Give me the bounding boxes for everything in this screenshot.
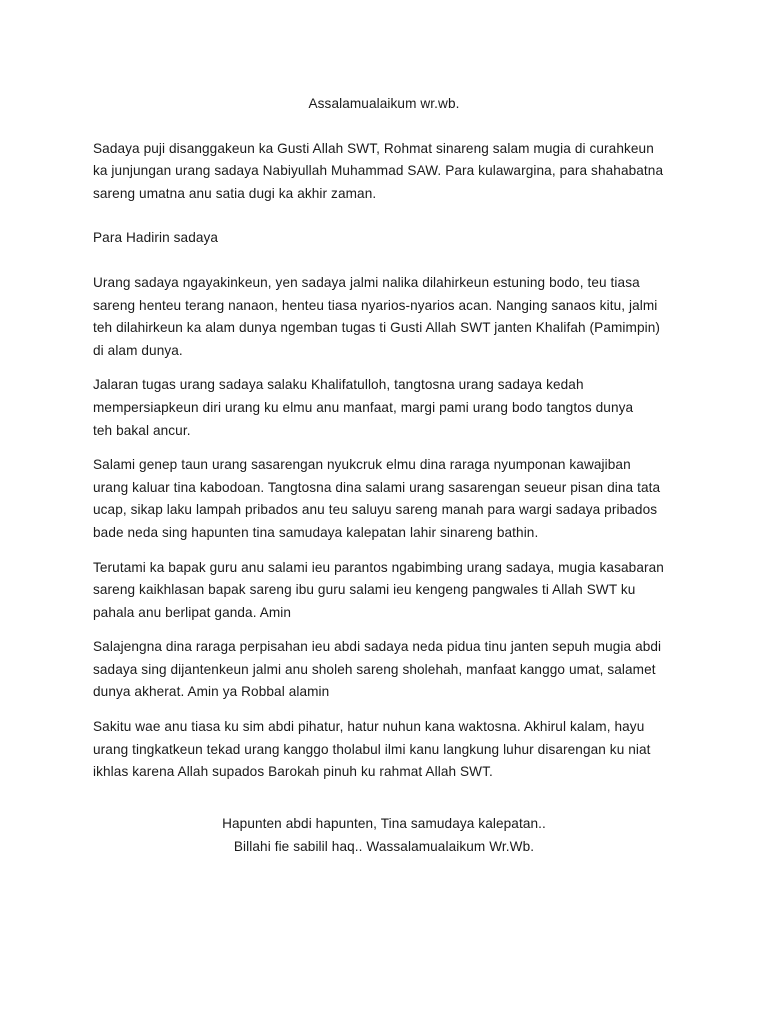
document-body	[93, 93, 677, 858]
paragraph-line: dunya akherat. Amin ya Robbal alamin	[93, 684, 330, 700]
paragraph-line: Sakitu wae anu tiasa ku sim abdi pihatur, hatur nuhun kana waktosna. Akhirul kalam, hayu	[93, 719, 645, 735]
paragraph-opening	[93, 138, 677, 206]
paragraph-address	[93, 227, 677, 250]
paragraph-line: sareng henteu terang nanaon, henteu tiasa nyarios-nyarios acan. Nanging sanaos kitu, jalmi	[93, 297, 658, 313]
paragraph-line: Para Hadirin sadaya	[93, 230, 219, 246]
paragraph-line: urang tingkatkeun tekad urang kanggo tholabul ilmi kanu langkung luhur disarengan ku niat	[93, 741, 651, 757]
paragraph-line: urang kaluar tina kabodoan. Tangtosna dina salami urang sasarengan seueur pisan dina tata	[93, 479, 661, 495]
paragraph-line: ucap, sikap laku lampah pribados anu teu saluyu sareng manah para wargi sadaya pribados	[93, 502, 658, 518]
paragraph-line: Urang sadaya ngayakinkeun, yen sadaya jalmi nalika dilahirkeun estuning bodo, teu tiasa	[93, 274, 640, 290]
paragraph-line: ikhlas karena Allah supados Barokah pinuh ku rahmat Allah SWT.	[93, 764, 493, 780]
closing-line: Billahi fie sabilil haq.. Wassalamualaikum Wr.Wb.	[233, 838, 535, 854]
paragraph-line: mempersiapkeun diri urang ku elmu anu manfaat, margi pami urang bodo tangtos dunya	[93, 399, 634, 415]
paragraph-line: teh bakal ancur.	[93, 422, 191, 438]
greeting-text: Assalamualaikum wr.wb.	[308, 96, 460, 111]
paragraph-line: sareng umatna anu satia dugi ka akhir zaman.	[93, 185, 377, 201]
paragraph-line: bade neda sing hapunten tina samudaya kalepatan lahir sinareng bathin.	[93, 524, 539, 540]
paragraph-line: Salami genep taun urang sasarengan nyukcruk elmu dina raraga nyumponan kawajiban	[93, 457, 631, 473]
paragraph-line: teh dilahirkeun ka alam dunya ngemban tugas ti Gusti Allah SWT janten Khalifah (Pamimpin)	[93, 320, 661, 336]
paragraph-3	[93, 272, 677, 362]
closing-block	[91, 812, 677, 858]
paragraph-line: Sadaya puji disanggakeun ka Gusti Allah SWT, Rohmat sinareng salam mugia di curahkeun	[93, 140, 654, 156]
paragraph-7	[93, 636, 677, 704]
paragraph-line: Salajengna dina raraga perpisahan ieu abdi sadaya neda pidua tinu janten sepuh mugia abdi	[93, 639, 662, 655]
paragraph-line: Terutami ka bapak guru anu salami ieu parantos ngabimbing urang sadaya, mugia kasabaran	[93, 559, 664, 575]
closing-line: Hapunten abdi hapunten, Tina samudaya kalepatan..	[222, 815, 546, 831]
paragraph-6	[93, 557, 677, 625]
paragraph-5	[93, 454, 677, 544]
greeting-heading	[91, 93, 677, 116]
paragraph-line: pahala anu berlipat ganda. Amin	[93, 604, 292, 620]
paragraph-line: Jalaran tugas urang sadaya salaku Khalifatulloh, tangtosna urang sadaya kedah	[93, 377, 584, 393]
paragraph-line: sareng kaikhlasan bapak sareng ibu guru salami ieu kengeng pangwales ti Allah SWT ku	[93, 582, 636, 598]
paragraph-line: sadaya sing dijantenkeun jalmi anu sholeh sareng sholehah, manfaat kanggo umat, salamet	[93, 661, 656, 677]
paragraph-line: ka junjungan urang sadaya Nabiyullah Muhammad SAW. Para kulawargina, para shahabatna	[93, 163, 664, 179]
paragraph-4	[93, 374, 677, 442]
paragraph-line: di alam dunya.	[93, 342, 183, 358]
paragraph-8	[93, 716, 677, 784]
